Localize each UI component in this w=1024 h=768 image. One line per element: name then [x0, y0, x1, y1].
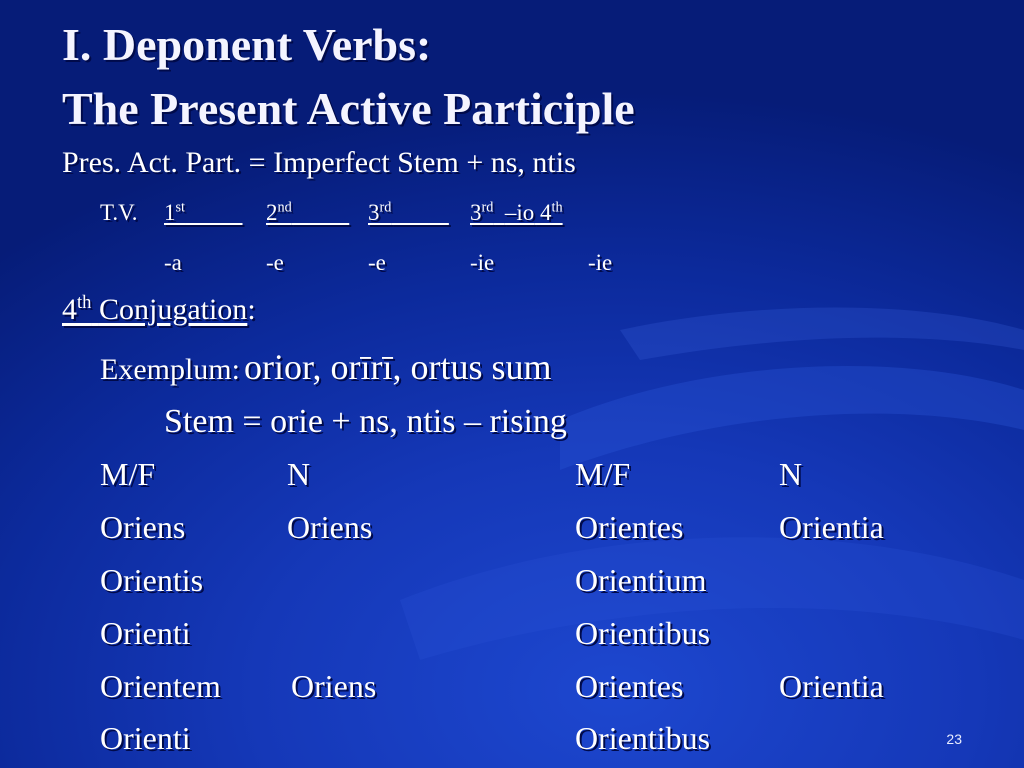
ending-first: -a	[164, 250, 182, 275]
abl-sg-mf: Orienti	[100, 720, 191, 756]
tv-label: T.V.	[100, 200, 138, 225]
dat-pl-mf: Orientibus	[575, 615, 711, 651]
header-singular-n: N	[287, 456, 311, 492]
tv-third-io: 3rd –io 4th	[470, 199, 563, 225]
ending-third-io: -ie	[470, 250, 495, 275]
header-singular-mf: M/F	[100, 456, 156, 492]
nom-pl-mf: Orientes	[575, 509, 684, 545]
conjugation-heading: 4th Conjugation:	[62, 292, 256, 326]
ending-third: -e	[368, 250, 386, 275]
exemplum-value: orior, orīrī, ortus sum	[243, 347, 552, 387]
exemplum-label: Exemplum:	[100, 353, 240, 386]
header-plural-mf: M/F	[575, 456, 631, 492]
slide-title-line-2: The Present Active Participle	[62, 83, 635, 134]
acc-sg-n: Oriens	[291, 668, 377, 704]
gen-sg-mf: Orientis	[100, 562, 204, 598]
acc-pl-n: Orientia	[779, 668, 884, 704]
stem-line: Stem = orie + ns, ntis – rising	[164, 403, 567, 440]
dat-sg-mf: Orienti	[100, 615, 191, 651]
acc-sg-mf: Orientem	[100, 668, 221, 704]
gen-pl-mf: Orientium	[575, 562, 707, 598]
ending-fourth: -ie	[588, 250, 613, 275]
exemplum-line	[100, 346, 552, 388]
header-plural-n: N	[779, 456, 803, 492]
nom-sg-mf: Oriens	[100, 509, 186, 545]
tv-first: 1st	[164, 199, 186, 225]
tv-second: 2nd	[266, 199, 292, 225]
slide-title-line-1: I. Deponent Verbs:	[62, 19, 432, 70]
formula-subtitle: Pres. Act. Part. = Imperfect Stem + ns, ntis	[62, 146, 576, 179]
nom-sg-n: Oriens	[287, 509, 373, 545]
tv-third: 3rd	[368, 199, 392, 225]
nom-pl-n: Orientia	[779, 509, 884, 545]
abl-pl-mf: Orientibus	[575, 720, 711, 756]
ending-second: -e	[266, 250, 284, 275]
slide-number: 23	[946, 731, 962, 747]
acc-pl-mf: Orientes	[575, 668, 684, 704]
